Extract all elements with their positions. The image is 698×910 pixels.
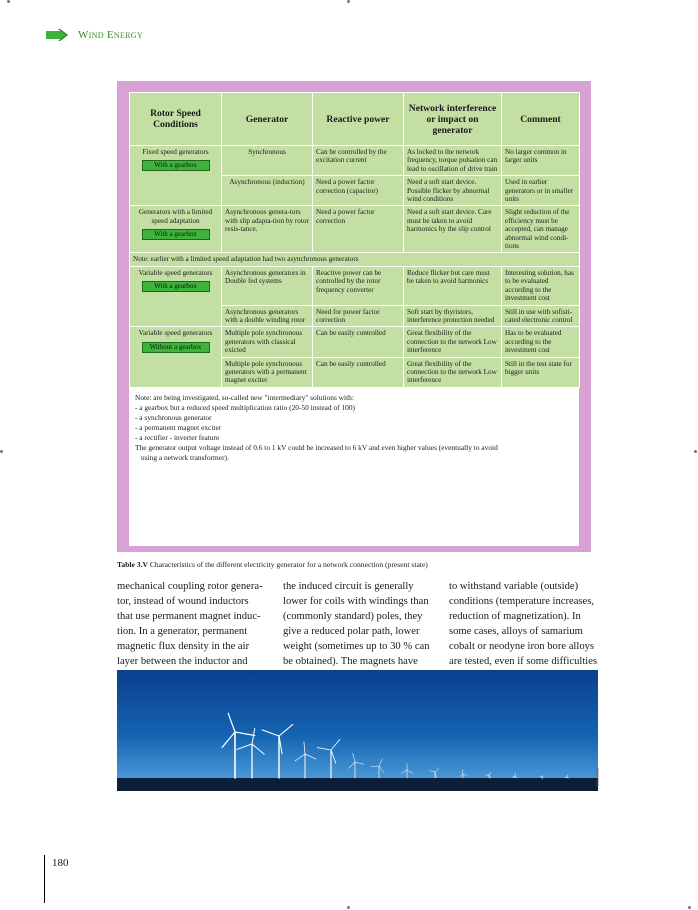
text-line: reduction of magnetization). In	[449, 610, 581, 622]
network-cell: Great flexibility of the connection to the network Low interference	[404, 327, 502, 357]
reactive-cell: Reactive power can be controlled by the rotor frequency converter	[313, 266, 404, 305]
network-cell: Need a soft start device. Possible flicker by abnormal wind conditions	[404, 176, 502, 206]
note-line: - a permanent magnet exciter	[135, 422, 222, 432]
text-line: conditions (temperature increases,	[449, 595, 595, 607]
comment-cell: Used in earlier generators or in smaller units	[502, 176, 580, 206]
text-column	[117, 580, 271, 669]
text-line: give a reduced polar path, lower	[283, 625, 420, 637]
section-title: Wind Energy	[78, 29, 143, 41]
network-cell: Reduce flicker but care must be taken to avoid harmonics	[404, 266, 502, 305]
reactive-cell: Need a power factor correction	[313, 206, 404, 253]
table-row	[130, 146, 580, 176]
generator-cell: Synchronous	[222, 146, 313, 176]
photo-credit: EREC/SO	[595, 768, 600, 787]
crop-mark	[688, 906, 691, 909]
sky	[117, 670, 598, 791]
comment-cell: Still in the test state for bigger units	[502, 357, 580, 387]
text-line: are tested, even if some difficulties	[449, 655, 598, 667]
condition-label: Variable speed generators	[138, 329, 213, 338]
gearbox-badge: With a gearbox	[142, 281, 210, 292]
text-column	[449, 580, 603, 669]
comment-cell: Still in use with sofisti-cated electronic control	[502, 305, 580, 327]
table-row	[130, 266, 580, 305]
text-line: layer between the inductor and	[117, 655, 248, 667]
table-caption	[117, 560, 597, 569]
table-row	[130, 327, 580, 357]
text-line: tion. In a generator, permanent	[117, 625, 248, 637]
crop-mark	[694, 450, 697, 453]
crop-mark	[7, 0, 10, 3]
reactive-cell: Need for power factor correction	[313, 305, 404, 327]
column-header: Rotor Speed Conditions	[130, 93, 222, 146]
generator-cell: Multiple pole synchronous generators with classical exicted	[222, 327, 313, 357]
text-line: some cases, alloys of samarium	[449, 625, 583, 637]
text-line: lower for coils with windings than	[283, 595, 429, 607]
column-header: Reactive power	[313, 93, 404, 146]
text-line: magnetic flux density in the air	[117, 640, 250, 652]
text-line: to withstand variable (outside)	[449, 581, 579, 592]
condition-cell	[130, 266, 222, 326]
crop-mark	[0, 450, 3, 453]
note-cell: Note: earlier with a limited speed adaptation had two asynchronous generators	[130, 253, 580, 266]
condition-label: Generators with a limited speed adaptation	[138, 208, 213, 225]
table-row	[130, 253, 580, 266]
comment-cell: Slight reduction of the efficiency must be accepted, can manage abnormal wind condi-tions	[502, 206, 580, 253]
network-cell: Soft start by thyristors, interference protection needed	[404, 305, 502, 327]
comment-cell: No larger common in larger units	[502, 146, 580, 176]
text-line: weight (sometimes up to 30 % can	[283, 640, 430, 652]
crop-mark	[347, 906, 350, 909]
generator-cell: Asynchronous generators with a double winding rotor	[222, 305, 313, 327]
text-line: the induced circuit is generally	[283, 581, 414, 592]
note-line: - a synchronous generator	[135, 412, 212, 422]
table-notes	[129, 388, 579, 463]
generator-cell: Multiple pole synchronous generators with a permanent magnet exciter	[222, 357, 313, 387]
text-line: be obtained). The magnets have	[283, 655, 418, 667]
page-rule	[44, 855, 45, 903]
crop-mark	[347, 0, 350, 3]
running-header	[46, 28, 143, 42]
text-line: (commonly standard) poles, they	[283, 610, 423, 622]
reactive-cell: Need a power factor correction (capacitor)	[313, 176, 404, 206]
note-line: Note: are being investigated, so-called new "intermediary" solutions with:	[135, 392, 354, 402]
body-text	[117, 580, 603, 669]
reactive-cell: Can be easily controlled	[313, 327, 404, 357]
caption-label: Table 3.V	[117, 560, 148, 569]
note-line: The generator output voltage instead of 0.6 to 1 kV could be increased to 6 kV and even higher values (eventually to avoid	[135, 442, 498, 452]
note-line: using a network transformer).	[141, 452, 229, 462]
reactive-cell: Can be controlled by the excitation current	[313, 146, 404, 176]
generator-cell: Asynchronous generators in Double fed systems	[222, 266, 313, 305]
condition-cell	[130, 327, 222, 387]
ground	[117, 778, 598, 791]
table-card	[129, 92, 579, 546]
generator-cell: Asynchronous genera-tors with slip adapta-tion by rotor resis-tance.	[222, 206, 313, 253]
comment-cell: Has to be evaluated according to the investment cost	[502, 327, 580, 357]
text-column	[283, 580, 437, 669]
table-row	[130, 206, 580, 253]
reactive-cell: Can be easily controlled	[313, 357, 404, 387]
column-header: Generator	[222, 93, 313, 146]
network-cell: As locked to the network frequency, torque pulsation can lead to oscillation of drive train	[404, 146, 502, 176]
wind-farm-photo	[117, 670, 598, 791]
column-header: Network interference or impact on generator	[404, 93, 502, 146]
page-number: 180	[52, 857, 69, 869]
text-line: cobalt or neodyne iron bore alloys	[449, 640, 595, 652]
wind-turbines-image	[117, 670, 598, 791]
gearbox-badge: With a gearbox	[142, 229, 210, 240]
generator-cell: Asynchronous (induction)	[222, 176, 313, 206]
caption-text: Characteristics of the different electricity generator for a network connection (present state)	[149, 560, 428, 569]
text-line: mechanical coupling rotor genera-	[117, 581, 263, 592]
condition-cell	[130, 206, 222, 253]
gearbox-badge: Without a gearbox	[142, 342, 210, 353]
comment-cell: Interesting solution, has to be evaluated according to the investment cost	[502, 266, 580, 305]
text-line: tor, instead of wound inductors	[117, 595, 249, 607]
table-header-row	[130, 93, 580, 146]
double-arrow-icon	[46, 29, 74, 41]
note-line: - a rectifier - inverter feature	[135, 432, 220, 442]
condition-label: Fixed speed generators	[142, 148, 209, 156]
network-cell: Need a soft start device. Care must be taken to avoid harmonics by the slip control	[404, 206, 502, 253]
condition-cell	[130, 146, 222, 206]
column-header: Comment	[502, 93, 580, 146]
table-panel	[117, 81, 591, 552]
condition-label: Variable speed generators	[138, 268, 213, 277]
gearbox-badge: With a gearbox	[142, 160, 210, 171]
generator-table	[129, 92, 580, 388]
network-cell: Great flexibility of the connection to the network Low interference	[404, 357, 502, 387]
text-line: that use permanent magnet induc-	[117, 610, 261, 622]
note-line: - a gearbox but a reduced speed multiplication ratio (20-50 instead of 100)	[135, 402, 356, 412]
